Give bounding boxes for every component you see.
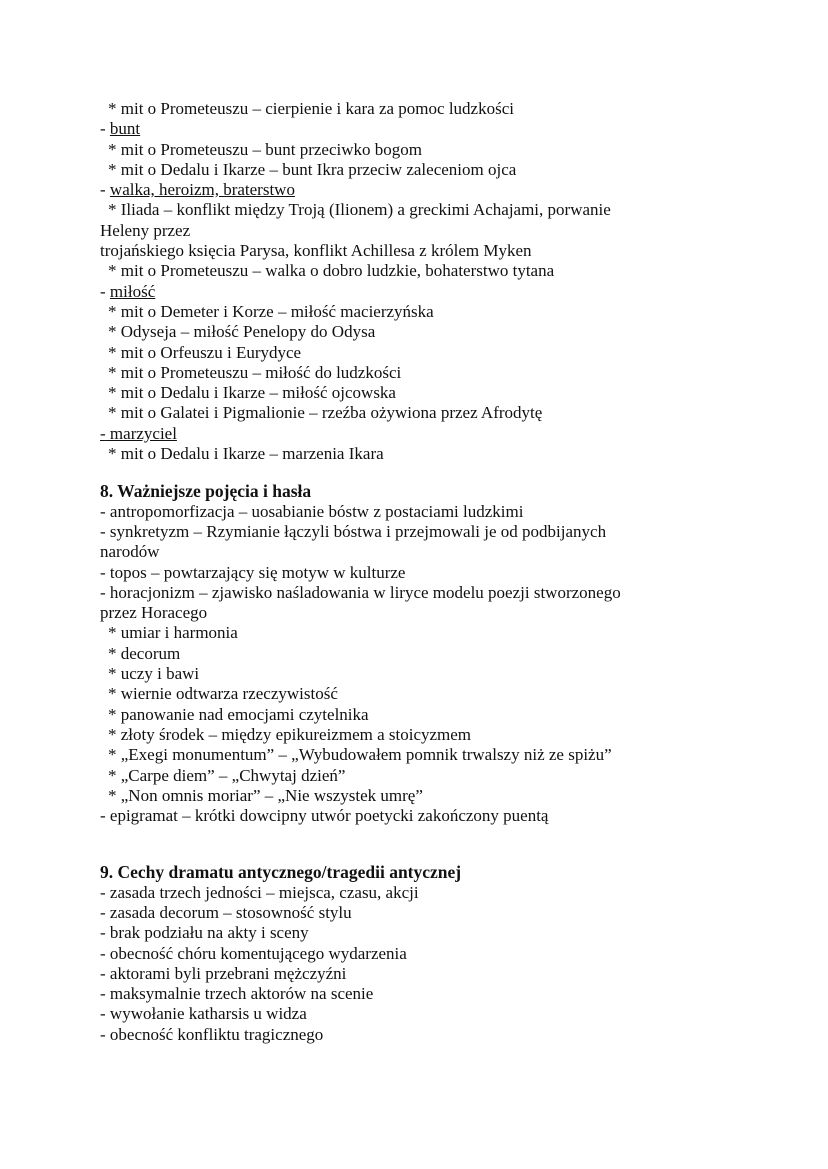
bullet-item: * „Carpe diem” – „Chwytaj dzień”: [108, 765, 346, 785]
text-line: narodów: [100, 542, 160, 562]
dash: -: [100, 180, 110, 200]
text-line: * mit o Demeter i Korze – miłość macierzyńska: [108, 301, 434, 321]
text-line: * Odyseja – miłość Penelopy do Odysa: [108, 322, 376, 342]
text-line: - brak podziału na akty i sceny: [100, 923, 309, 943]
category-label: marzyciel: [105, 423, 177, 443]
text-line: - synkretyzm – Rzymianie łączyli bóstwa i przejmowali je od podbijanych: [100, 521, 607, 541]
bullet-item: * wiernie odtwarza rzeczywistość: [108, 684, 338, 704]
text-line: * Iliada – konflikt między Troją (Ilionem) a greckimi Achajami, porwanie: [108, 200, 611, 220]
category-label: walka, heroizm, braterstwo: [109, 180, 295, 200]
text-line: - maksymalnie trzech aktorów na scenie: [100, 984, 374, 1004]
dash: -: [100, 423, 106, 443]
text-line: * mit o Prometeuszu – miłość do ludzkości: [108, 362, 402, 382]
section-heading: 8. Ważniejsze pojęcia i hasła: [100, 481, 312, 502]
text-line: * mit o Prometeuszu – cierpienie i kara za pomoc ludzkości: [108, 99, 514, 118]
text-line: - zasada trzech jedności – miejsca, czasu, akcji: [100, 882, 419, 902]
text-line: - topos – powtarzający się motyw w kulturze: [100, 562, 406, 582]
text-line: * mit o Prometeuszu – bunt przeciwko bogom: [108, 139, 422, 159]
category-milosc: [100, 282, 800, 302]
dash: -: [100, 281, 110, 301]
category-label: miłość: [109, 281, 156, 301]
bullet-item: * umiar i harmonia: [108, 623, 238, 643]
category-walka: [100, 180, 800, 200]
bullet-item: * uczy i bawi: [108, 664, 200, 684]
section-heading: 9. Cechy dramatu antycznego/tragedii antycznej: [100, 862, 462, 883]
bullet-item: * złoty środek – między epikureizmem a stoicyzmem: [108, 724, 472, 744]
text-line: - antropomorfizacja – uosabianie bóstw z postaciami ludzkimi: [100, 501, 524, 521]
text-line: - obecność konfliktu tragicznego: [100, 1024, 324, 1044]
category-bunt: [100, 119, 800, 139]
text-line: trojańskiego księcia Parysa, konflikt Achillesa z królem Myken: [100, 241, 532, 261]
text-line: - aktorami byli przebrani mężczyźni: [100, 963, 347, 983]
text-line: - obecność chóru komentującego wydarzenia: [100, 943, 407, 963]
text-line: Heleny przez: [100, 220, 191, 240]
category-label: bunt: [109, 119, 141, 139]
category-marzyciel: [100, 424, 800, 444]
bullet-item: * panowanie nad emocjami czytelnika: [108, 704, 369, 724]
text-line: - wywołanie katharsis u widza: [100, 1004, 307, 1024]
bullet-item: * „Non omnis moriar” – „Nie wszystek umrę”: [108, 785, 423, 805]
dash: -: [100, 119, 110, 139]
text-line: * mit o Dedalu i Ikarze – bunt Ikra przeciw zaleceniom ojca: [108, 159, 517, 179]
text-line: - epigramat – krótki dowcipny utwór poetycki zakończony puentą: [100, 806, 549, 826]
text-line: - zasada decorum – stosowność stylu: [100, 902, 352, 922]
section-9: [100, 862, 800, 1045]
bullet-item: * „Exegi monumentum” – „Wybudowałem pomnik trwalszy niż ze spiżu”: [108, 745, 612, 765]
bullet-item: * decorum: [108, 643, 181, 663]
text-line: * mit o Dedalu i Ikarze – marzenia Ikara: [108, 444, 384, 464]
motives-section: [100, 99, 800, 464]
text-line: * mit o Orfeuszu i Eurydyce: [108, 342, 302, 362]
section-8: [100, 481, 800, 826]
document-page: [100, 99, 800, 1045]
text-line: * mit o Galatei i Pigmalionie – rzeźba ożywiona przez Afrodytę: [108, 403, 543, 423]
text-line: * mit o Dedalu i Ikarze – miłość ojcowska: [108, 383, 396, 403]
text-line: * mit o Prometeuszu – walka o dobro ludzkie, bohaterstwo tytana: [108, 261, 555, 281]
text-line: - horacjonizm – zjawisko naśladowania w liryce modelu poezji stworzonego: [100, 582, 621, 602]
text-line: przez Horacego: [100, 603, 208, 623]
